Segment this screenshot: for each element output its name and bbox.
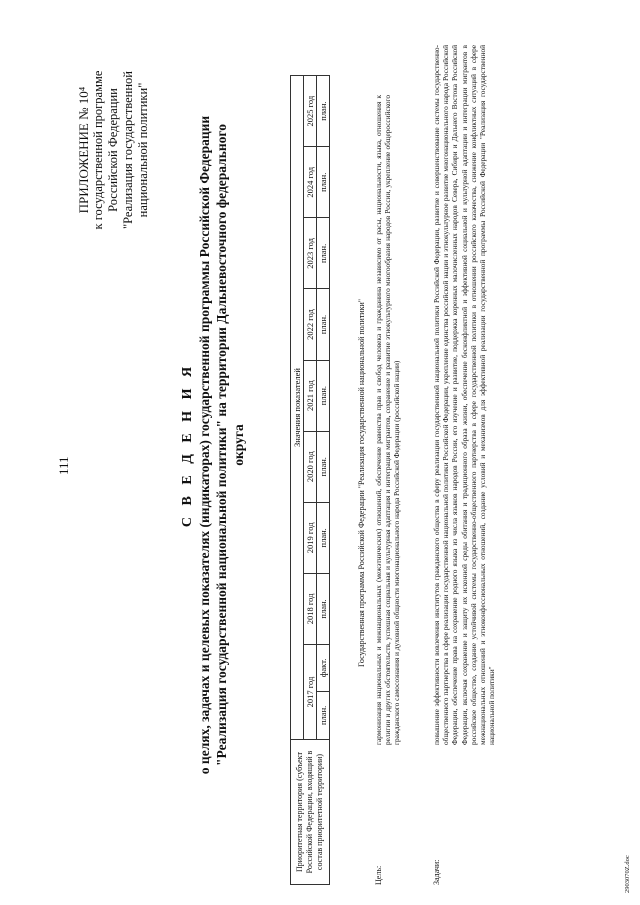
plan-cell: план. bbox=[317, 218, 330, 289]
heading-line: о целях, задачах и целевых показателях (индикаторах) государственной программы Российской Федерации bbox=[197, 115, 212, 775]
plan-cell: план. bbox=[317, 502, 330, 573]
year-cell: 2025 год bbox=[304, 76, 317, 147]
tasks-label: Задачи: bbox=[432, 859, 441, 885]
plan-cell: план. bbox=[317, 360, 330, 431]
appendix-line: Российской Федерации bbox=[106, 88, 120, 212]
indicators-table bbox=[290, 75, 330, 885]
appendix-block bbox=[76, 15, 151, 285]
year-cell: 2020 год bbox=[304, 431, 317, 502]
plan-cell: план. bbox=[317, 76, 330, 147]
plan-cell: план. bbox=[317, 573, 330, 644]
goal-label: Цель: bbox=[374, 865, 383, 885]
goal-text: гармонизация национальных и межнациональных (межэтнических) отношений, обеспечение равенства прав и свобод человека и гражданина независимо от расы, национальности, языка, отношения к религии и других обстоятельств, успешная социальная и культурная адаптация и интеграция мигрантов, сохранение и развитие этнокультурного многообразия народов России, укрепление общероссийского гражданского самосознания и духовной общности многонационального народа Российской Федерации (российской нации) bbox=[374, 95, 402, 745]
appendix-line: к государственной программе bbox=[91, 70, 105, 230]
file-footer: 2903070Z.doc bbox=[624, 855, 631, 893]
year-cell: 2019 год bbox=[304, 502, 317, 573]
page-number: 111 bbox=[56, 456, 71, 475]
heading-title: С В Е Д Е Н И Я bbox=[180, 362, 195, 528]
year-cell: 2022 год bbox=[304, 289, 317, 360]
heading-line: "Реализация государственной национальной политики" на территории Дальневосточного федерального округа bbox=[214, 124, 246, 766]
year-cell: 2021 год bbox=[304, 360, 317, 431]
appendix-line: национальной политики" bbox=[136, 82, 150, 218]
appendix-line: "Реализация государственной bbox=[121, 71, 135, 230]
plan-cell: план. bbox=[317, 289, 330, 360]
year-cell: 2017 год bbox=[304, 644, 317, 739]
appendix-title: ПРИЛОЖЕНИЕ № 10⁴ bbox=[76, 86, 91, 214]
fact-cell: факт. bbox=[317, 644, 330, 691]
year-cell: 2024 год bbox=[304, 147, 317, 218]
plan-cell: план. bbox=[317, 431, 330, 502]
tasks-text: повышение эффективности вовлечения институтов гражданского общества в сферу реализации государственной национальной политики Российской Федерации, развитие и совершенствование системы государственно-общественного партнерства в сфере реализации государственной национальной политики Российской Федерации, укрепление единства российской нации и этнокультурное развитие многонационального народа Российской Федерации, обеспечение права на сохранение родного языка из числа языков народов России, его изучение и развитие, поддержка коренных малочисленных народов Севера, Сибири и Дальнего Востока Российской Федерации, включая сохранение и защиту их исконной среды обитания и традиционного образа жизни, обеспечение бесконфликтной и эффективной социальной и культурной адаптации и интеграции мигрантов в российское общество, создание устойчивой системы государственно-общественного партнерства в сфере государственной политики в отношении российского казачества, снижение конфликтных ситуаций в сфере межнациональных отношений и этноконфессиональных отношений, создание условий и механизмов для эффективной реализации государственной программы Российской Федерации "Реализация государственной национальной политики" bbox=[432, 45, 497, 745]
program-line: Государственная программа Российской Федерации "Реализация государственной национальной политики" bbox=[357, 298, 366, 667]
values-header: Значения показателей bbox=[291, 76, 304, 740]
territory-header: Приоритетная территория (субъект Российской Федерации, входящий в состав приоритетной территории) bbox=[291, 740, 330, 885]
year-cell: 2018 год bbox=[304, 573, 317, 644]
plan-cell: план. bbox=[317, 147, 330, 218]
plan-cell: план. bbox=[317, 691, 330, 739]
document-heading bbox=[180, 105, 247, 785]
year-cell: 2023 год bbox=[304, 218, 317, 289]
